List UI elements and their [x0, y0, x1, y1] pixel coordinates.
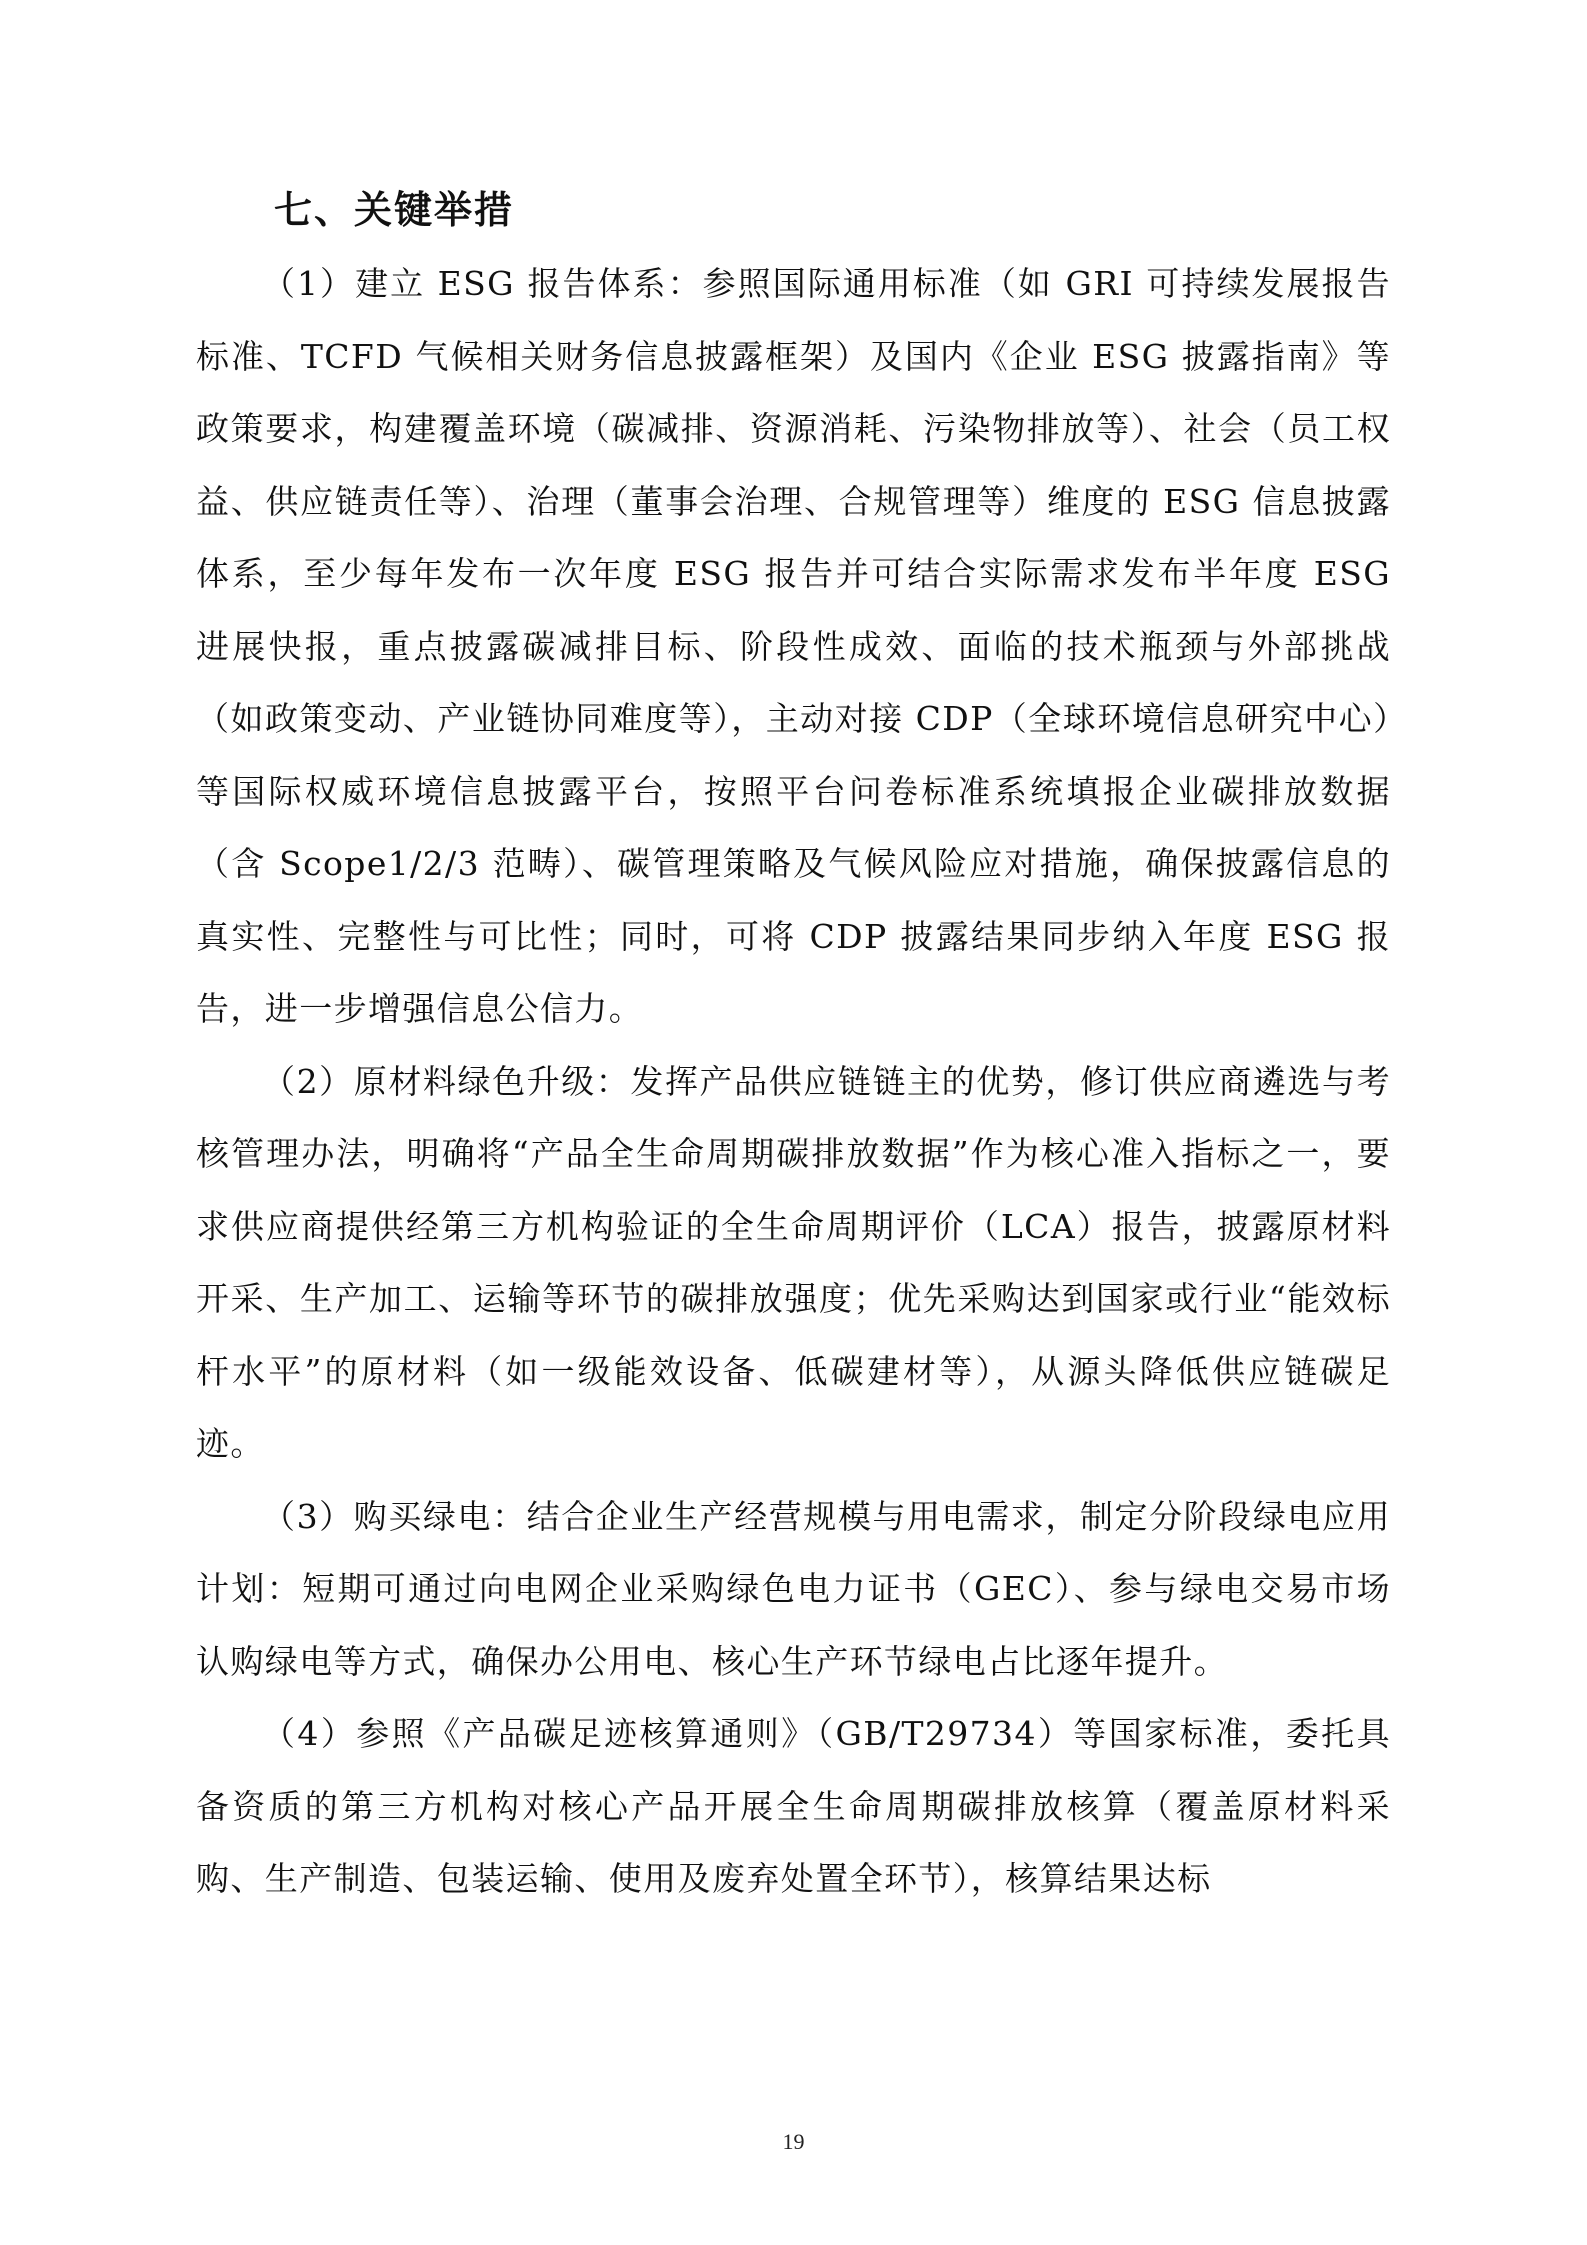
section-title: 七、关键举措 [274, 188, 515, 232]
paragraph-green-raw-materials: （2）原材料绿色升级：发挥产品供应链链主的优势，修订供应商遴选与考核管理办法，明确将“产品全生命周期碳排放数据”作为核心准入指标之一，要求供应商提供经第三方机构验证的全生命周期评价（LCA）报告，披露原材料开采、生产加工、运输等环节的碳排放强度；优先采购达到国家或行业“能效标杆水平”的原材料（如一级能效设备、低碳建材等），从源头降低供应链碳足迹。 [196, 1061, 1391, 1463]
page-number: 19 [782, 2129, 805, 2154]
paragraph-product-carbon-footprint: （4）参照《产品碳足迹核算通则》（GB/T29734）等国家标准，委托具备资质的第三方机构对核心产品开展全生命周期碳排放核算（覆盖原材料采购、生产制造、包装运输、使用及废弃处置全环节），核算结果达标 [196, 1714, 1391, 1898]
paragraph-purchase-green-power: （3）购买绿电：结合企业生产经营规模与用电需求，制定分阶段绿电应用计划：短期可通过向电网企业采购绿色电力证书（GEC）、参与绿电交易市场认购绿电等方式，确保办公用电、核心生产环节绿电占比逐年提升。 [196, 1496, 1391, 1681]
paragraph-esg-report-system: （1）建立 ESG 报告体系：参照国际通用标准（如 GRI 可持续发展报告标准、TCFD 气候相关财务信息披露框架）及国内《企业 ESG 披露指南》等政策要求，构建覆盖环境（碳减排、资源消耗、污染物排放等）、社会（员工权益、供应链责任等）、治理（董事会治理、合规管理等）维度的 ESG 信息披露体系，至少每年发布一次年度 ESG 报告并可结合实际需求发布半年度 ESG 进展快报，重点披露碳减排目标、阶段性成效、面临的技术瓶颈与外部挑战（如政策变动、产业链协同难度等），主动对接 CDP（全球环境信息研究中心）等国际权威环境信息披露平台，按照平台问卷标准系统填报企业碳排放数据（含 Scope1/2/3 范畴）、碳管理策略及气候风险应对措施，确保披露信息的真实性、完整性与可比性；同时，可将 CDP 披露结果同步纳入年度 ESG 报告，进一步增强信息公信力。 [196, 264, 1391, 1028]
page-content [196, 182, 1391, 1916]
